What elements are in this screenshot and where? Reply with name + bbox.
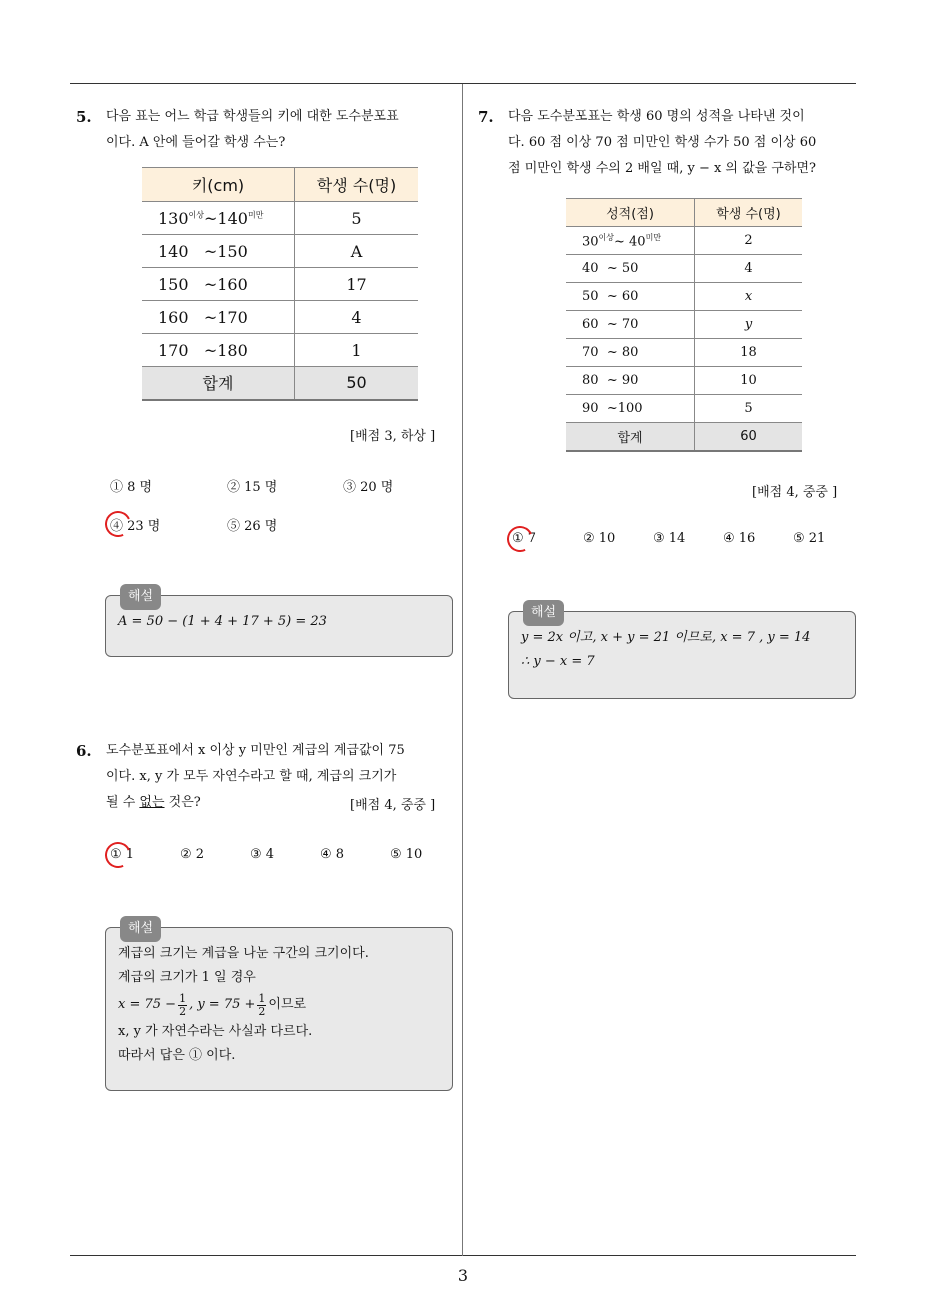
q5-option-5[interactable]: ⑤ 26 명: [227, 519, 278, 534]
q5-line2: 이다. A 안에 들어갈 학생 수는?: [106, 135, 286, 150]
q6-explanation-box: 해설 계급의 크기는 계급을 나눈 구간의 크기이다. 계급의 크기가 1 일 경우 x = 75 − $\frac{1}{2}$ , y = 75 + $\frac{1}{2}$ 이므로 x, y 가 자연수라는 사실과 다르다. 따라서 답은 ① 이다.: [105, 927, 453, 1091]
q7-option-4[interactable]: ④ 16: [723, 531, 756, 546]
q7-total-row: 합계 60: [566, 423, 802, 451]
answer-circle-mark: [101, 507, 134, 540]
q5-option-4[interactable]: ④ 23 명: [110, 519, 161, 534]
q5-total-row: 합계 50: [142, 367, 418, 400]
q6-line2: 이다. x, y 가 모두 자연수라고 할 때, 계급의 크기가: [106, 769, 397, 784]
q6-score: [배점 4, 중중 ]: [350, 798, 436, 813]
page-number: 3: [457, 1266, 469, 1285]
bottom-rule: [70, 1255, 856, 1256]
q7-col-count: 학생 수(명): [695, 199, 803, 227]
q7-expl-line2: ∴ y − x = 7: [521, 654, 595, 669]
q6-option-4[interactable]: ④ 8: [320, 847, 345, 862]
q7-table-header: [566, 199, 802, 227]
table-row: 50 ~ 60 x: [566, 283, 802, 311]
q5-line1: 다음 표는 어느 학급 학생들의 키에 대한 도수분포표: [106, 109, 399, 124]
q5-table: [142, 167, 418, 401]
q7-option-5[interactable]: ⑤ 21: [793, 531, 826, 546]
table-row: 160 ~170 4: [142, 301, 418, 334]
table-row: $30^{이상}\sim$ $40^{미만}$ 2: [566, 227, 802, 255]
table-row: 150 ~160 17: [142, 268, 418, 301]
q6-number: 6.: [76, 742, 92, 760]
table-row: 40 ~ 50 4: [566, 255, 802, 283]
answer-circle-mark: [503, 522, 536, 555]
q7-option-2[interactable]: ② 10: [583, 531, 616, 546]
q6-line1: 도수분포표에서 x 이상 y 미만인 계급의 계급값이 75: [106, 743, 405, 758]
q6-line3: 될 수 없는 것은?: [106, 795, 201, 810]
q7-line2: 다. 60 점 이상 70 점 미만인 학생 수가 50 점 이상 60: [508, 135, 817, 150]
q5-explanation-box: [105, 589, 453, 657]
q5-expl-text: A = 50 − (1 + 4 + 17 + 5) = 23: [118, 614, 327, 629]
q5-text: [106, 104, 458, 156]
top-rule: [70, 83, 856, 84]
table-row: 70 ~ 80 18: [566, 339, 802, 367]
q7-line3: 점 미만인 학생 수의 2 배일 때, y − x 의 값을 구하면?: [508, 161, 817, 176]
q6-option-3[interactable]: ③ 4: [250, 847, 275, 862]
q7-explanation-box: [508, 605, 856, 699]
q5-option-3[interactable]: ③ 20 명: [343, 480, 394, 495]
column-divider: [462, 84, 463, 1256]
q5-option-1[interactable]: ① 8 명: [110, 480, 153, 495]
q7-expl-tag: 해설: [523, 600, 564, 626]
q7-expl-line1: y = 2x 이고, x + y = 21 이므로, x = 7 , y = 14: [521, 630, 811, 645]
table-row: 80 ~ 90 10: [566, 367, 802, 395]
q5-col-height: 키(cm): [142, 168, 295, 202]
table-row: 60 ~ 70 y: [566, 311, 802, 339]
q6-option-2[interactable]: ② 2: [180, 847, 205, 862]
q5-number: 5.: [76, 108, 92, 126]
q7-col-score: 성적(점): [566, 199, 695, 227]
table-row: 170 ~180 1: [142, 334, 418, 367]
q5-table-header: [142, 168, 418, 202]
table-row: 90 ~100 5: [566, 395, 802, 423]
answer-circle-mark: [101, 838, 134, 871]
table-row: $130^{이상}\sim 140^{미만}$ 5: [142, 202, 418, 235]
q7-option-1[interactable]: ① 7: [512, 531, 537, 546]
q5-option-2[interactable]: ② 15 명: [227, 480, 278, 495]
q6-option-5[interactable]: ⑤ 10: [390, 847, 423, 862]
q5-score: [배점 3, 하상 ]: [350, 429, 436, 444]
q7-score: [배점 4, 중중 ]: [752, 485, 838, 500]
q6-expl-fraction-line: x = 75 − $\frac{1}{2}$ , y = 75 + $\frac{1}{2}$ 이므로: [118, 991, 307, 1018]
q6-option-1[interactable]: ① 1: [110, 847, 135, 862]
q7-text: [508, 104, 860, 182]
q6-expl-tag: 해설: [120, 916, 161, 942]
q7-number: 7.: [478, 108, 494, 126]
q7-table: [566, 198, 802, 452]
q7-option-3[interactable]: ③ 14: [653, 531, 686, 546]
q5-col-count: 학생 수(명): [295, 168, 419, 202]
table-row: 140 ~150 A: [142, 235, 418, 268]
q7-line1: 다음 도수분포표는 학생 60 명의 성적을 나타낸 것이: [508, 109, 805, 124]
q5-expl-tag: 해설: [120, 584, 161, 610]
